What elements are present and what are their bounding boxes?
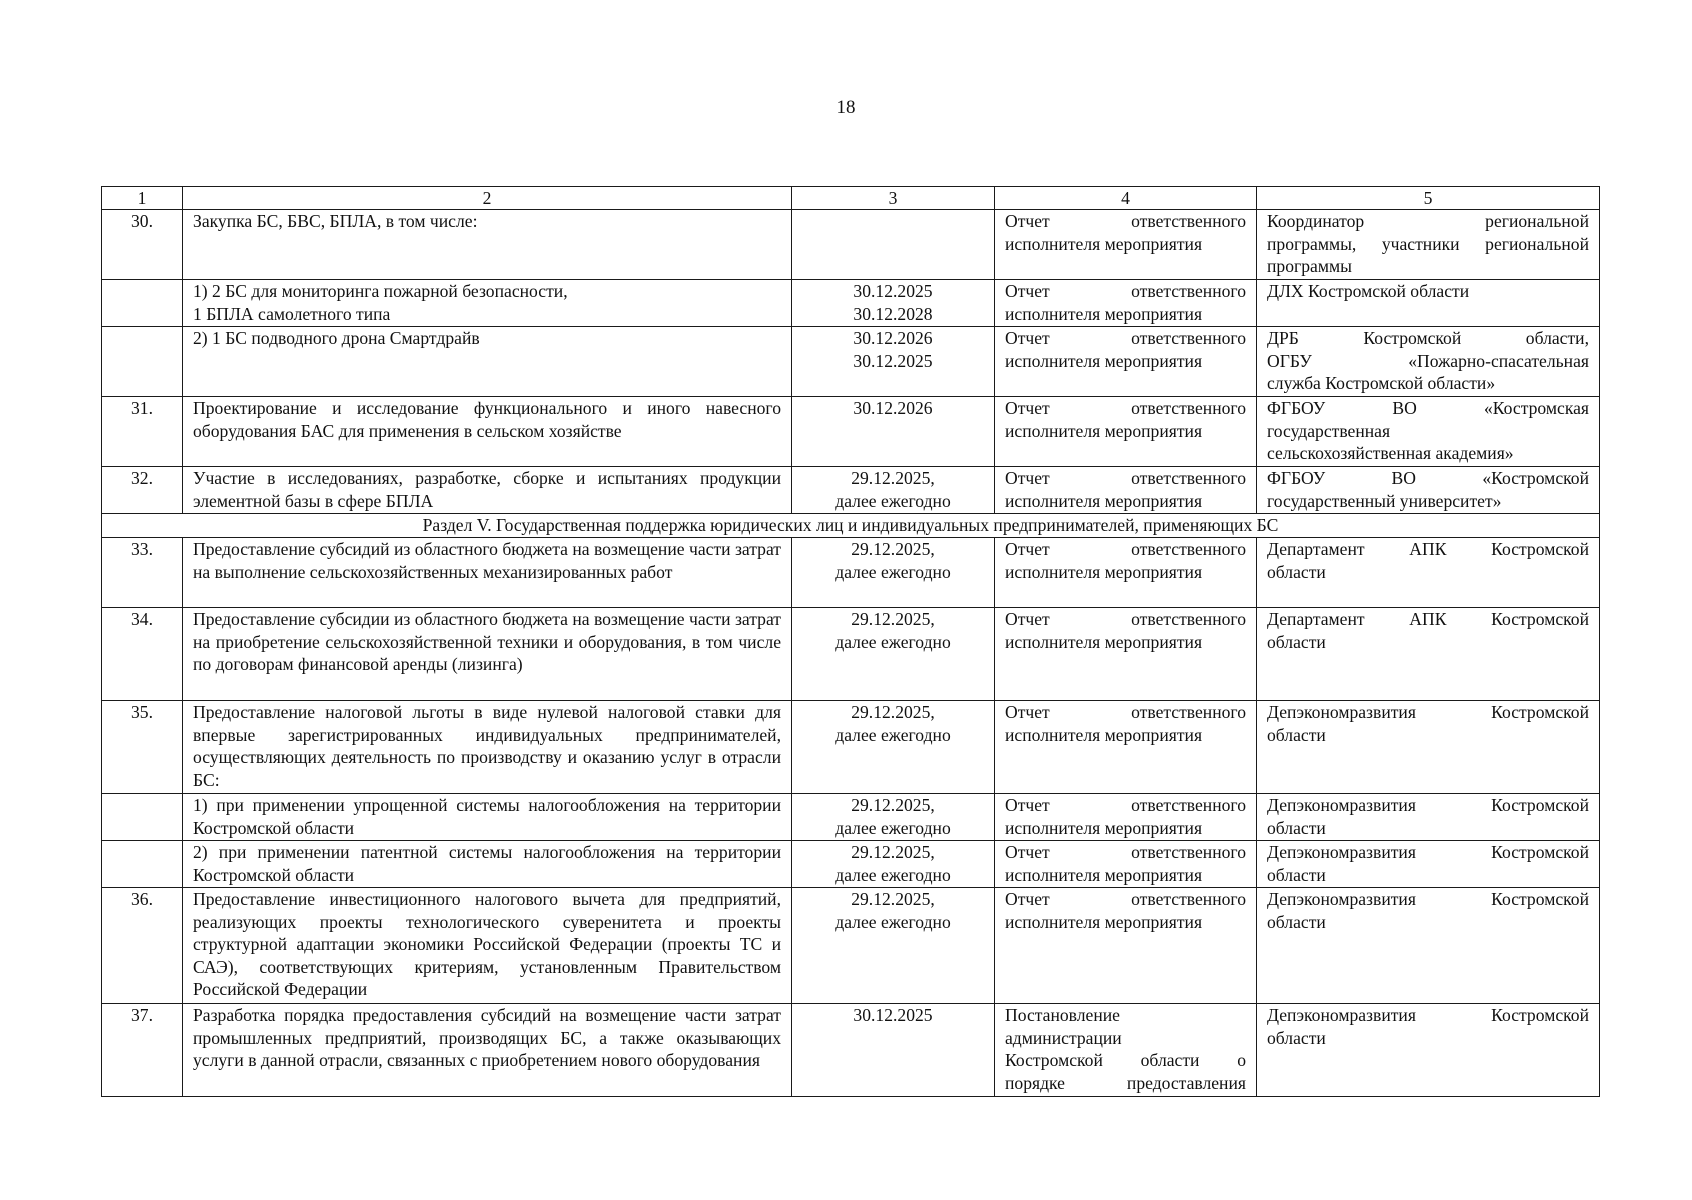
column-header-1: 1 <box>102 187 183 210</box>
deadline <box>792 1004 995 1097</box>
report-line: Отчет ответственного <box>1005 211 1246 231</box>
row-number: 31. <box>102 397 183 467</box>
responsible-line: ДЛХ Костромской области <box>1267 281 1470 301</box>
deadline <box>792 701 995 794</box>
row-number: 32. <box>102 467 183 514</box>
row-number <box>102 327 183 397</box>
report-line: исполнителя мероприятия <box>1005 233 1203 254</box>
table-row <box>102 467 1600 514</box>
responsible-line: Департамент АПК Костромской <box>1267 539 1589 559</box>
report-line: исполнителя мероприятия <box>1005 561 1203 582</box>
report-line: исполнителя мероприятия <box>1005 911 1203 932</box>
measure-text: 1) при применении упрощенной системы налогообложения на территории Костромской области <box>183 794 792 841</box>
deadline-line: 30.12.2028 <box>853 303 933 324</box>
responsible <box>1257 397 1600 467</box>
deadline-line: 30.12.2026 <box>853 398 933 418</box>
responsible-line: Депэкономразвития Костромской <box>1267 889 1589 909</box>
responsible-line: области <box>1267 631 1326 652</box>
row-number <box>102 794 183 841</box>
responsible-line: Депэкономразвития Костромской <box>1267 702 1589 722</box>
page-number: 18 <box>836 97 856 118</box>
measure-line: 1 БПЛА самолетного типа <box>193 303 391 324</box>
responsible-line: ФГБОУ ВО «Костромской <box>1267 468 1589 488</box>
measure-text: Закупка БС, БВС, БПЛА, в том числе: <box>183 210 792 280</box>
column-header-3: 3 <box>792 187 995 210</box>
responsible-line: Депэкономразвития Костромской <box>1267 795 1589 815</box>
table-row <box>102 794 1600 841</box>
measure-text: Предоставление субсидий из областного бюджета на возмещение части затрат на выполнение сельскохозяйственных механизированных работ <box>183 538 792 608</box>
report-type <box>995 467 1257 514</box>
report-line: Отчет ответственного <box>1005 398 1246 418</box>
deadline-line: 29.12.2025, <box>851 795 935 815</box>
report-line: Отчет ответственного <box>1005 702 1246 722</box>
report-line: порядке предоставления <box>1005 1072 1246 1093</box>
section-title: Раздел V. Государственная поддержка юридических лиц и индивидуальных предпринимателей, применяющих БС <box>102 514 1600 538</box>
deadline-line: 30.12.2025 <box>853 281 933 301</box>
row-number <box>102 280 183 327</box>
deadline <box>792 327 995 397</box>
measure-text: Предоставление налоговой льготы в виде нулевой налоговой ставки для впервые зарегистрированных индивидуальных предпринимателей, осуществляющих деятельность по производству и оказанию услуг в отрасли БС: <box>183 701 792 794</box>
responsible <box>1257 280 1600 327</box>
column-header-2: 2 <box>183 187 792 210</box>
measure-text: Предоставление инвестиционного налогового вычета для предприятий, реализующих проекты технологического суверенитета и проекты структурной адаптации экономики Российской Федерации (проекты ТС и САЭ), соответствующих критериям, установленным Правительством Российской Федерации <box>183 888 792 1004</box>
responsible <box>1257 327 1600 397</box>
deadline-line: 30.12.2026 <box>853 328 933 348</box>
report-type <box>995 888 1257 1004</box>
deadline <box>792 841 995 888</box>
responsible-line: Депэкономразвития Костромской <box>1267 842 1589 862</box>
measures-table <box>101 186 1600 1097</box>
responsible-line: Депэкономразвития Костромской <box>1267 1005 1589 1025</box>
deadline <box>792 888 995 1004</box>
deadline <box>792 280 995 327</box>
responsible-line: области <box>1267 724 1326 745</box>
table-row <box>102 701 1600 794</box>
table-row <box>102 210 1600 280</box>
report-line: Постановление <box>1005 1005 1120 1025</box>
report-type <box>995 701 1257 794</box>
report-type <box>995 280 1257 327</box>
report-type <box>995 608 1257 701</box>
responsible-line: ДРБ Костромской области, <box>1267 328 1589 348</box>
deadline-line: 29.12.2025, <box>851 889 935 909</box>
row-number <box>102 841 183 888</box>
column-header-5: 5 <box>1257 187 1600 210</box>
deadline-line: далее ежегодно <box>835 724 951 745</box>
report-type <box>995 210 1257 280</box>
report-line: исполнителя мероприятия <box>1005 303 1203 324</box>
report-line: исполнителя мероприятия <box>1005 490 1203 511</box>
report-type <box>995 327 1257 397</box>
responsible-line: сельскохозяйственная академия» <box>1267 443 1514 463</box>
report-line: Отчет ответственного <box>1005 281 1246 301</box>
deadline <box>792 397 995 467</box>
responsible-line: программы <box>1267 256 1352 276</box>
table-row <box>102 888 1600 1004</box>
responsible-line: области <box>1267 911 1326 932</box>
report-line: Отчет ответственного <box>1005 468 1246 488</box>
report-type <box>995 538 1257 608</box>
report-line: Отчет ответственного <box>1005 795 1246 815</box>
deadline-line: далее ежегодно <box>835 864 951 885</box>
report-line: Отчет ответственного <box>1005 609 1246 629</box>
table-row <box>102 538 1600 608</box>
responsible <box>1257 467 1600 514</box>
responsible-line: программы, участники региональной <box>1267 233 1589 254</box>
report-line: администрации <box>1005 1027 1122 1048</box>
report-line: Отчет ответственного <box>1005 889 1246 909</box>
deadline-line: далее ежегодно <box>835 911 951 932</box>
column-header-4: 4 <box>995 187 1257 210</box>
report-type <box>995 397 1257 467</box>
row-number: 33. <box>102 538 183 608</box>
responsible-line: области <box>1267 817 1326 838</box>
report-type <box>995 1004 1257 1097</box>
row-number: 37. <box>102 1004 183 1097</box>
responsible <box>1257 794 1600 841</box>
report-type <box>995 794 1257 841</box>
report-line: исполнителя мероприятия <box>1005 864 1203 885</box>
responsible-line: ОГБУ «Пожарно-спасательная <box>1267 350 1589 371</box>
responsible-line: области <box>1267 561 1326 582</box>
table-row <box>102 608 1600 701</box>
deadline <box>792 210 995 280</box>
deadline <box>792 608 995 701</box>
deadline-line: далее ежегодно <box>835 490 951 511</box>
measure-text: Предоставление субсидии из областного бюджета на возмещение части затрат на приобретение сельскохозяйственной техники и оборудования, в том числе по договорам финансовой аренды (лизинга) <box>183 608 792 701</box>
table-row <box>102 280 1600 327</box>
row-number: 34. <box>102 608 183 701</box>
deadline-line: далее ежегодно <box>835 561 951 582</box>
row-number: 30. <box>102 210 183 280</box>
measure-text: Участие в исследованиях, разработке, сборке и испытаниях продукции элементной базы в сфере БПЛА <box>183 467 792 514</box>
deadline <box>792 794 995 841</box>
deadline-line: 30.12.2025 <box>853 350 933 371</box>
responsible <box>1257 1004 1600 1097</box>
row-number: 36. <box>102 888 183 1004</box>
measure-line: 1) 2 БС для мониторинга пожарной безопасности, <box>193 281 568 301</box>
responsible <box>1257 888 1600 1004</box>
deadline-line: 29.12.2025, <box>851 702 935 722</box>
deadline-line: 29.12.2025, <box>851 842 935 862</box>
deadline-line: 29.12.2025, <box>851 468 935 488</box>
section-row <box>102 514 1600 538</box>
measure-text: Проектирование и исследование функционального и иного навесного оборудования БАС для применения в сельском хозяйстве <box>183 397 792 467</box>
responsible-line: государственный университет» <box>1267 490 1502 511</box>
table-row <box>102 327 1600 397</box>
table-row <box>102 841 1600 888</box>
deadline-line: 30.12.2025 <box>853 1005 933 1025</box>
deadline-line: 29.12.2025, <box>851 539 935 559</box>
report-type <box>995 841 1257 888</box>
responsible-line: области <box>1267 864 1326 885</box>
responsible-line: Координатор региональной <box>1267 211 1589 231</box>
deadline <box>792 467 995 514</box>
report-line: Отчет ответственного <box>1005 328 1246 348</box>
report-line: исполнителя мероприятия <box>1005 817 1203 838</box>
responsible-line: Департамент АПК Костромской <box>1267 609 1589 629</box>
measure-text <box>183 280 792 327</box>
responsible <box>1257 538 1600 608</box>
responsible <box>1257 210 1600 280</box>
deadline-line: 29.12.2025, <box>851 609 935 629</box>
table-header-row <box>102 187 1600 210</box>
deadline-line: далее ежегодно <box>835 631 951 652</box>
responsible-line: государственная <box>1267 420 1391 441</box>
report-line: исполнителя мероприятия <box>1005 724 1203 745</box>
responsible <box>1257 608 1600 701</box>
deadline-line: далее ежегодно <box>835 817 951 838</box>
report-line: Костромской области о <box>1005 1050 1246 1070</box>
deadline <box>792 538 995 608</box>
report-line: Отчет ответственного <box>1005 539 1246 559</box>
responsible-line: области <box>1267 1027 1326 1048</box>
report-line: исполнителя мероприятия <box>1005 420 1203 441</box>
table-row <box>102 1004 1600 1097</box>
row-number: 35. <box>102 701 183 794</box>
responsible-line: ФГБОУ ВО «Костромская <box>1267 398 1589 418</box>
measure-text: 2) при применении патентной системы налогообложения на территории Костромской области <box>183 841 792 888</box>
report-line: Отчет ответственного <box>1005 842 1246 862</box>
report-line: исполнителя мероприятия <box>1005 350 1203 371</box>
measure-text: 2) 1 БС подводного дрона Смартдрайв <box>183 327 792 397</box>
responsible-line: служба Костромской области» <box>1267 373 1496 393</box>
table-row <box>102 397 1600 467</box>
measure-text: Разработка порядка предоставления субсидий на возмещение части затрат промышленных предприятий, производящих БС, а также оказывающих услуги в данной отрасли, связанных с приобретением нового оборудования <box>183 1004 792 1097</box>
responsible <box>1257 701 1600 794</box>
report-line: исполнителя мероприятия <box>1005 631 1203 652</box>
responsible <box>1257 841 1600 888</box>
